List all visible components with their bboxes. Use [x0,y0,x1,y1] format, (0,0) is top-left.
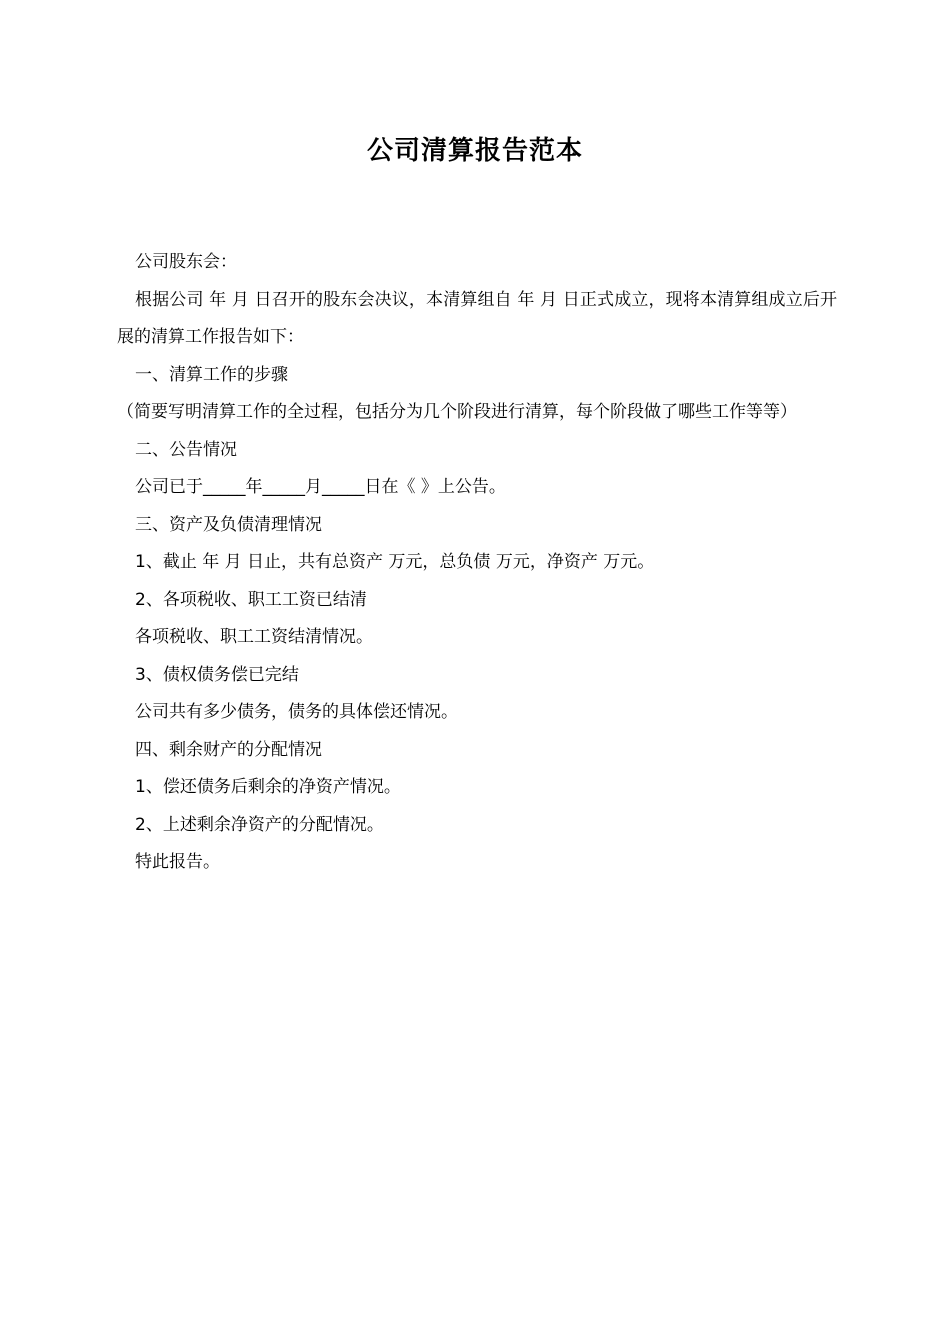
distribution-item-2: 2、上述剩余净资产的分配情况。 [135,814,384,835]
assets-item-1: 1、截止 年 月 日止，共有总资产 万元，总负债 万元，净资产 万元。 [135,552,655,572]
document-body [117,244,837,882]
announcement-text: 公司已于_____年_____月_____日在《 》上公告。 [135,477,506,497]
assets-item-3: 3、债权债务偿已完结 [135,664,299,685]
salutation: 公司股东会： [135,252,237,272]
intro-paragraph: 根据公司 年 月 日召开的股东会决议，本清算组自 年 月 日正式成立，现将本清算组成立后开展的清算工作报告如下： [117,289,837,347]
closing-text: 特此报告。 [135,852,220,872]
document-title: 公司清算报告范本 [366,136,583,166]
assets-item-2-detail: 各项税收、职工工资结清情况。 [135,627,373,647]
section-heading-assets: 三、资产及负债清理情况 [135,514,322,535]
distribution-item-1: 1、偿还债务后剩余的净资产情况。 [135,777,401,797]
assets-item-2: 2、各项税收、职工工资已结清 [135,589,367,610]
steps-description: （简要写明清算工作的全过程，包括分为几个阶段进行清算，每个阶段做了哪些工作等等） [117,402,797,422]
assets-item-3-detail: 公司共有多少债务，债务的具体偿还情况。 [135,702,458,722]
section-heading-distribution: 四、剩余财产的分配情况 [135,739,322,760]
section-heading-announcement: 二、公告情况 [135,439,237,460]
section-heading-steps: 一、清算工作的步骤 [135,364,288,385]
